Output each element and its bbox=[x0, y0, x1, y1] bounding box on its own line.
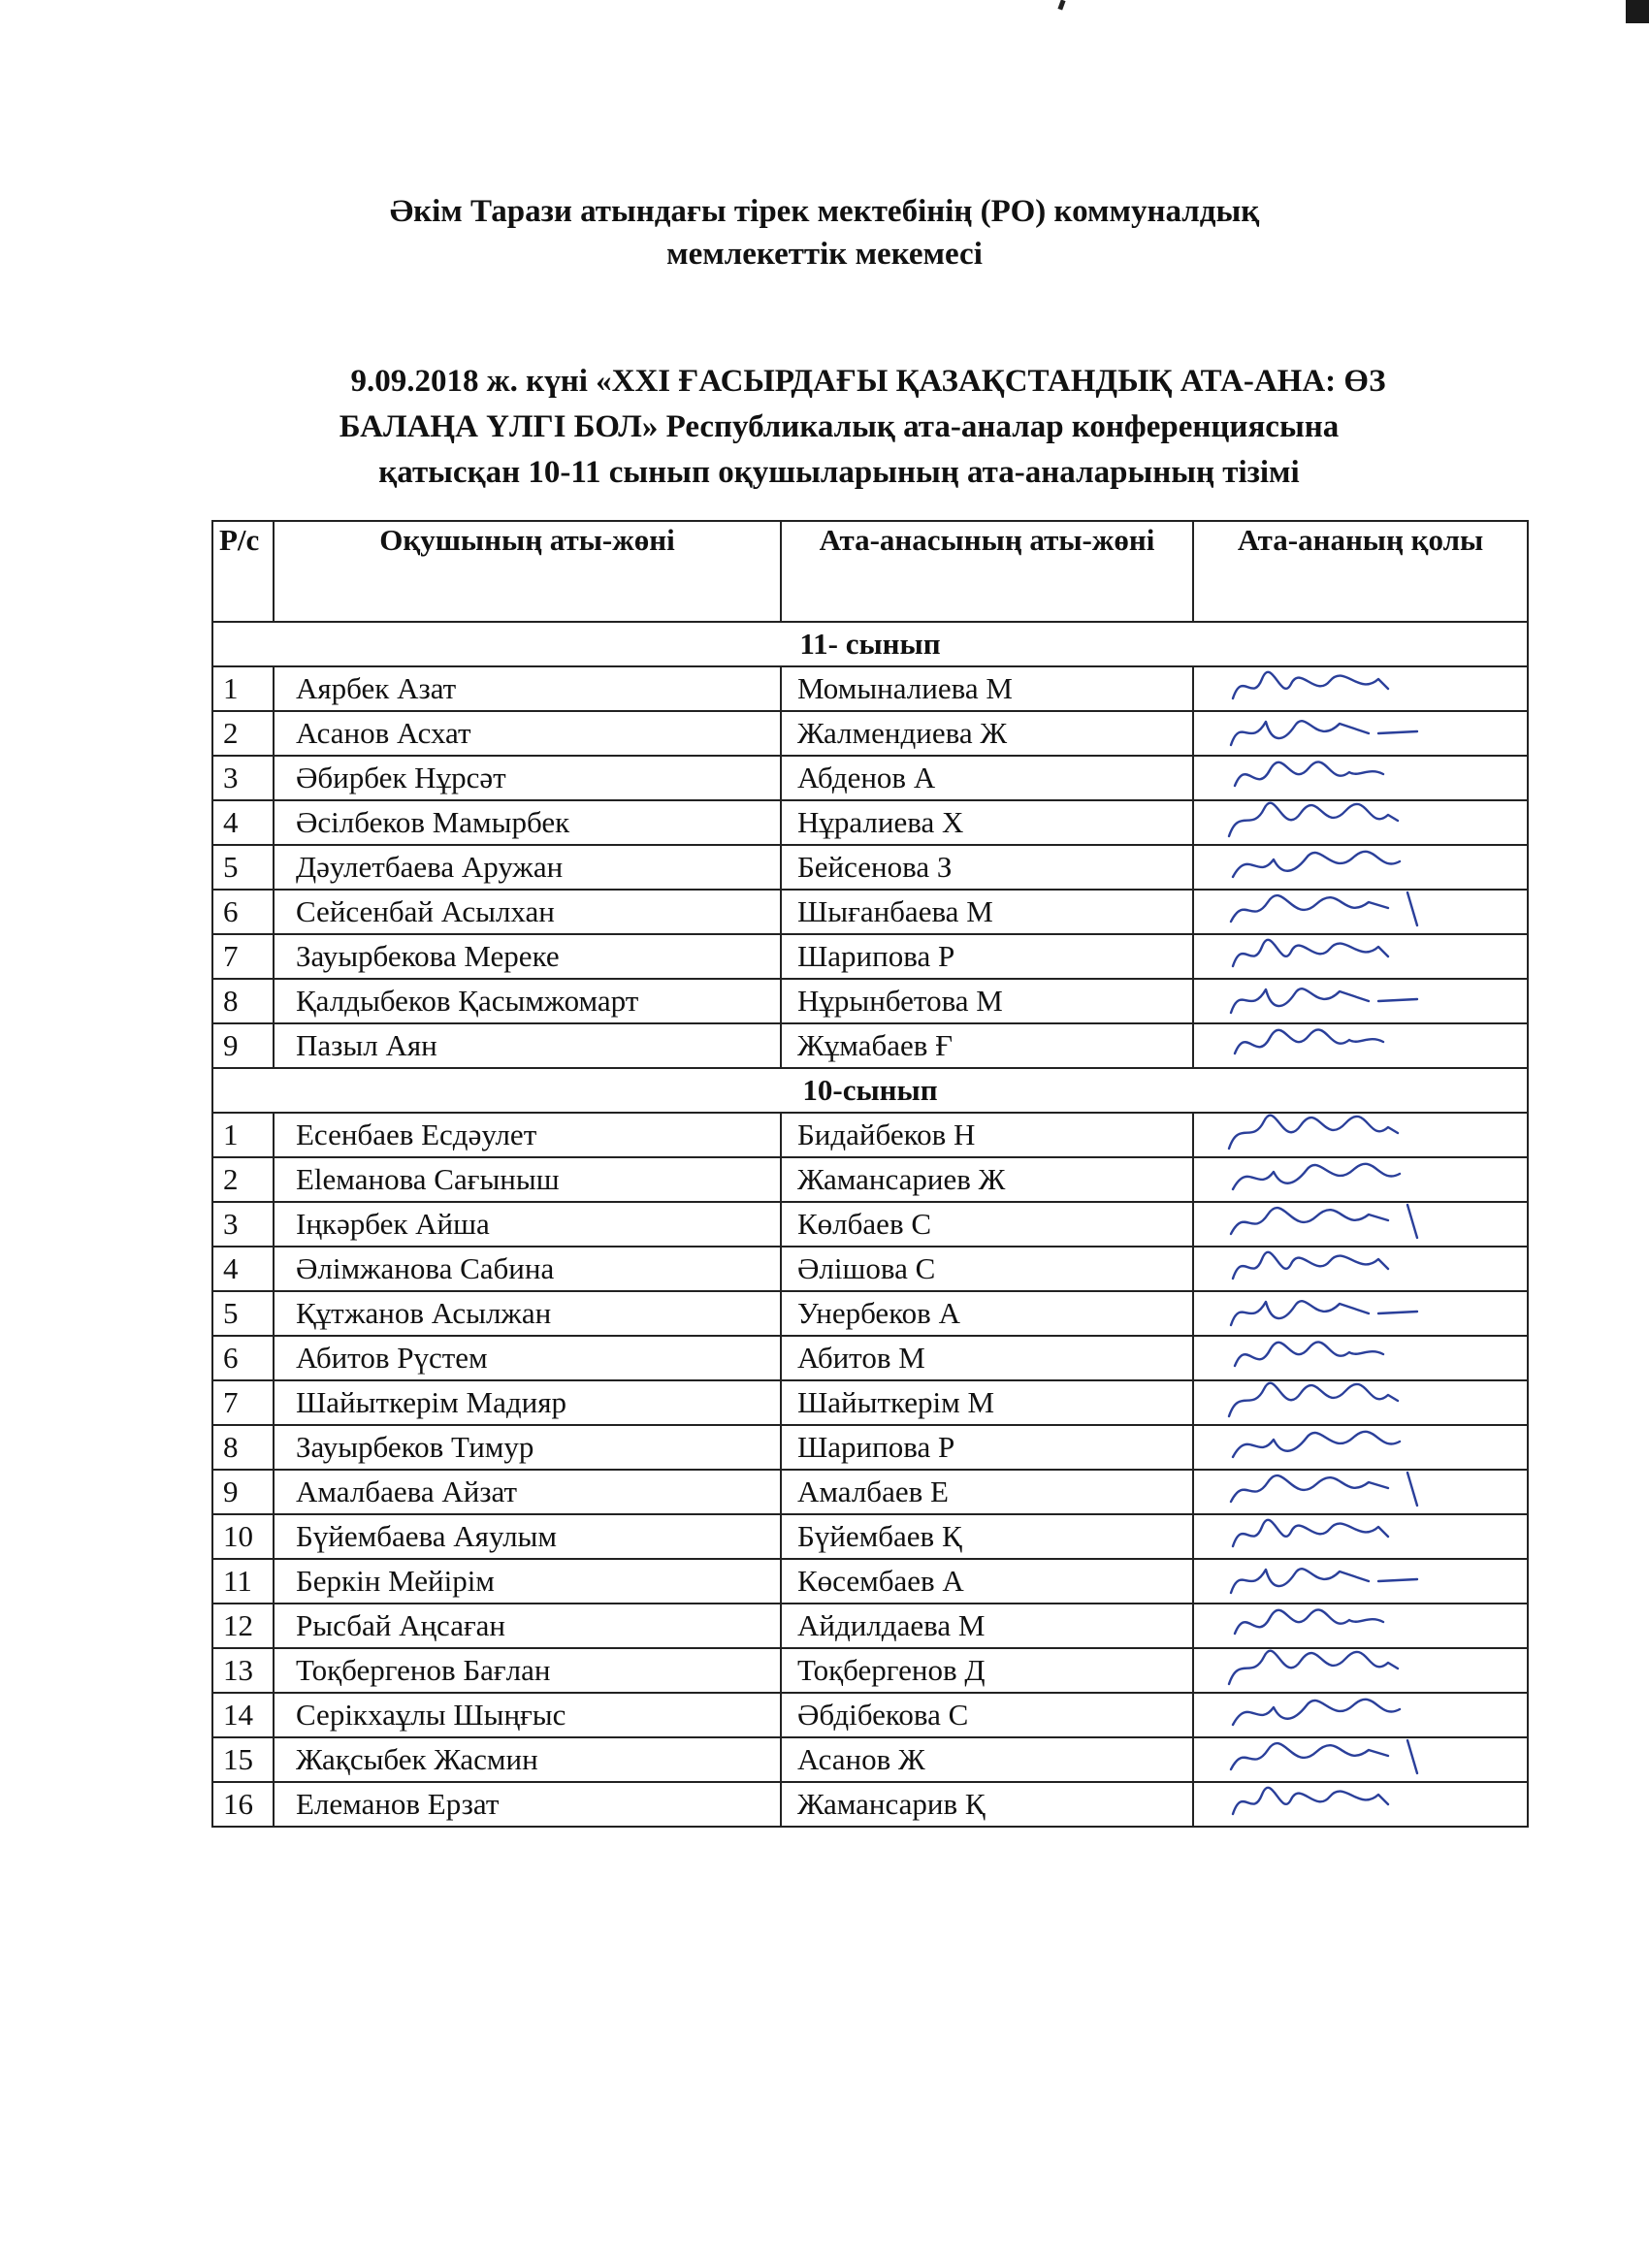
signature-cell bbox=[1193, 1113, 1528, 1157]
handwritten-signature bbox=[1204, 845, 1456, 890]
row-number: 4 bbox=[212, 1247, 274, 1291]
row-number: 8 bbox=[212, 1425, 274, 1470]
row-number: 9 bbox=[212, 1470, 274, 1514]
parent-name: Шарипова Р bbox=[781, 1425, 1193, 1470]
row-number: 5 bbox=[212, 1291, 274, 1336]
row-number: 8 bbox=[212, 979, 274, 1023]
row-number: 13 bbox=[212, 1648, 274, 1693]
row-number: 2 bbox=[212, 711, 274, 756]
signature-cell bbox=[1193, 1782, 1528, 1827]
signature-cell bbox=[1193, 1336, 1528, 1380]
row-number: 16 bbox=[212, 1782, 274, 1827]
table-row bbox=[212, 1693, 1528, 1737]
row-number: 4 bbox=[212, 800, 274, 845]
handwritten-signature bbox=[1204, 711, 1456, 756]
table-row bbox=[212, 1202, 1528, 1247]
student-name: Зауырбекова Мереке bbox=[274, 934, 781, 979]
parent-name: Абитов М bbox=[781, 1336, 1193, 1380]
handwritten-signature bbox=[1204, 1336, 1456, 1380]
table-header-row bbox=[212, 521, 1528, 622]
table-row bbox=[212, 934, 1528, 979]
handwritten-signature bbox=[1204, 666, 1456, 711]
table-row bbox=[212, 979, 1528, 1023]
parent-name: Абденов А bbox=[781, 756, 1193, 800]
signature-cell bbox=[1193, 1202, 1528, 1247]
row-number: 3 bbox=[212, 1202, 274, 1247]
handwritten-signature bbox=[1204, 1380, 1456, 1425]
table-row bbox=[212, 1380, 1528, 1425]
student-name: Әлімжанова Сабина bbox=[274, 1247, 781, 1291]
parent-name: Бүйембаев Қ bbox=[781, 1514, 1193, 1559]
parent-name: Нұрынбетова М bbox=[781, 979, 1193, 1023]
table-row bbox=[212, 800, 1528, 845]
signature-cell bbox=[1193, 979, 1528, 1023]
row-number: 10 bbox=[212, 1514, 274, 1559]
student-name: Асанов Асхат bbox=[274, 711, 781, 756]
signature-cell bbox=[1193, 845, 1528, 890]
parent-name: Айдилдаева М bbox=[781, 1604, 1193, 1648]
event-line-2: БАЛАҢА ҮЛГІ БОЛ» Республикалық ата-аналар конференциясына bbox=[339, 409, 1340, 444]
column-header-parent: Ата-анасының аты-жөні bbox=[781, 521, 1193, 622]
signature-cell bbox=[1193, 800, 1528, 845]
handwritten-signature bbox=[1204, 890, 1456, 934]
signature-cell bbox=[1193, 1425, 1528, 1470]
signature-cell bbox=[1193, 1470, 1528, 1514]
table-row bbox=[212, 756, 1528, 800]
row-number: 1 bbox=[212, 666, 274, 711]
table-row bbox=[212, 666, 1528, 711]
table-row bbox=[212, 1113, 1528, 1157]
row-number: 7 bbox=[212, 934, 274, 979]
table-row bbox=[212, 1470, 1528, 1514]
event-line-3: қатысқан 10-11 сынып оқушыларының ата-аналарының тізімі bbox=[378, 455, 1300, 490]
table-row bbox=[212, 1559, 1528, 1604]
row-number: 5 bbox=[212, 845, 274, 890]
section-title: 10-сынып bbox=[212, 1068, 1528, 1113]
student-name: Еleманова Сағыныш bbox=[274, 1157, 781, 1202]
section-row bbox=[212, 622, 1528, 666]
section-row bbox=[212, 1068, 1528, 1113]
parent-name: Амалбаев Е bbox=[781, 1470, 1193, 1514]
event-header bbox=[0, 359, 1649, 496]
event-line-1: 9.09.2018 ж. күні «ХХІ ҒАСЫРДАҒЫ ҚАЗАҚСТАНДЫҚ АТА-АНА: ӨЗ bbox=[350, 364, 1386, 399]
column-header-num: Р/с bbox=[212, 521, 274, 622]
table-row bbox=[212, 711, 1528, 756]
student-name: Әбирбек Нұрсәт bbox=[274, 756, 781, 800]
row-number: 14 bbox=[212, 1693, 274, 1737]
student-name: Абитов Рүстем bbox=[274, 1336, 781, 1380]
table-row bbox=[212, 1157, 1528, 1202]
signature-cell bbox=[1193, 1291, 1528, 1336]
student-name: Бүйембаева Аяулым bbox=[274, 1514, 781, 1559]
parent-name: Момыналиева М bbox=[781, 666, 1193, 711]
handwritten-signature bbox=[1204, 1113, 1456, 1157]
handwritten-signature bbox=[1204, 1291, 1456, 1336]
handwritten-signature bbox=[1204, 979, 1456, 1023]
parent-name: Шайыткерім М bbox=[781, 1380, 1193, 1425]
signature-cell bbox=[1193, 890, 1528, 934]
student-name: Жақсыбек Жасмин bbox=[274, 1737, 781, 1782]
signature-cell bbox=[1193, 1247, 1528, 1291]
parent-name: Жамансарив Қ bbox=[781, 1782, 1193, 1827]
student-name: Сейсенбай Асылхан bbox=[274, 890, 781, 934]
row-number: 15 bbox=[212, 1737, 274, 1782]
handwritten-signature bbox=[1204, 1559, 1456, 1604]
parent-name: Шығанбаева М bbox=[781, 890, 1193, 934]
parent-name: Әбдібекова С bbox=[781, 1693, 1193, 1737]
table-row bbox=[212, 1291, 1528, 1336]
row-number: 11 bbox=[212, 1559, 274, 1604]
table-row bbox=[212, 1247, 1528, 1291]
signature-cell bbox=[1193, 756, 1528, 800]
signature-cell bbox=[1193, 1023, 1528, 1068]
handwritten-signature bbox=[1204, 1604, 1456, 1648]
handwritten-signature bbox=[1204, 1157, 1456, 1202]
signature-cell bbox=[1193, 1693, 1528, 1737]
handwritten-signature bbox=[1204, 1425, 1456, 1470]
signature-cell bbox=[1193, 1604, 1528, 1648]
row-number: 12 bbox=[212, 1604, 274, 1648]
signature-cell bbox=[1193, 1648, 1528, 1693]
student-name: Зауырбеков Тимур bbox=[274, 1425, 781, 1470]
handwritten-signature bbox=[1204, 1202, 1456, 1247]
scan-speck bbox=[1057, 0, 1065, 11]
row-number: 9 bbox=[212, 1023, 274, 1068]
table-body bbox=[212, 622, 1528, 1827]
handwritten-signature bbox=[1204, 1247, 1456, 1291]
org-line-1: Әкім Тарази атындағы тірек мектебінің (РО) коммуналдық bbox=[389, 194, 1260, 229]
student-name: Беркін Мейірім bbox=[274, 1559, 781, 1604]
student-name: Әсілбеков Мамырбек bbox=[274, 800, 781, 845]
signature-cell bbox=[1193, 934, 1528, 979]
scan-edge-mark bbox=[1626, 0, 1649, 23]
table-row bbox=[212, 890, 1528, 934]
parent-name: Тоқбергенов Д bbox=[781, 1648, 1193, 1693]
row-number: 2 bbox=[212, 1157, 274, 1202]
section-title: 11- сынып bbox=[212, 622, 1528, 666]
student-name: Іңкәрбек Айша bbox=[274, 1202, 781, 1247]
table-row bbox=[212, 845, 1528, 890]
parent-name: Жалмендиева Ж bbox=[781, 711, 1193, 756]
parent-name: Әлішова С bbox=[781, 1247, 1193, 1291]
column-header-signature: Ата-ананың қолы bbox=[1193, 521, 1528, 622]
signature-cell bbox=[1193, 1514, 1528, 1559]
parent-name: Көлбаев С bbox=[781, 1202, 1193, 1247]
handwritten-signature bbox=[1204, 1648, 1456, 1693]
signature-cell bbox=[1193, 1737, 1528, 1782]
handwritten-signature bbox=[1204, 800, 1456, 845]
parent-name: Бейсенова З bbox=[781, 845, 1193, 890]
signature-cell bbox=[1193, 711, 1528, 756]
student-name: Қалдыбеков Қасымжомарт bbox=[274, 979, 781, 1023]
student-name: Дәулетбаева Аружан bbox=[274, 845, 781, 890]
row-number: 6 bbox=[212, 1336, 274, 1380]
attendance-table bbox=[211, 520, 1529, 1828]
signature-cell bbox=[1193, 1380, 1528, 1425]
org-line-2: мемлекеттік мекемесі bbox=[666, 237, 983, 272]
parent-name: Бидайбеков Н bbox=[781, 1113, 1193, 1157]
table-row bbox=[212, 1336, 1528, 1380]
handwritten-signature bbox=[1204, 756, 1456, 800]
student-name: Амалбаева Айзат bbox=[274, 1470, 781, 1514]
handwritten-signature bbox=[1204, 1693, 1456, 1737]
parent-name: Шарипова Р bbox=[781, 934, 1193, 979]
handwritten-signature bbox=[1204, 1782, 1456, 1827]
signature-cell bbox=[1193, 666, 1528, 711]
handwritten-signature bbox=[1204, 1737, 1456, 1782]
table-row bbox=[212, 1425, 1528, 1470]
student-name: Серікхаұлы Шыңғыс bbox=[274, 1693, 781, 1737]
organization-header bbox=[0, 190, 1649, 275]
student-name: Пазыл Аян bbox=[274, 1023, 781, 1068]
table-row bbox=[212, 1514, 1528, 1559]
column-header-student: Оқушының аты-жөні bbox=[274, 521, 781, 622]
handwritten-signature bbox=[1204, 934, 1456, 979]
table-row bbox=[212, 1648, 1528, 1693]
table-row bbox=[212, 1737, 1528, 1782]
parent-name: Унербеков А bbox=[781, 1291, 1193, 1336]
handwritten-signature bbox=[1204, 1023, 1456, 1068]
student-name: Есенбаев Есдәулет bbox=[274, 1113, 781, 1157]
row-number: 7 bbox=[212, 1380, 274, 1425]
parent-name: Жұмабаев Ғ bbox=[781, 1023, 1193, 1068]
student-name: Тоқбергенов Бағлан bbox=[274, 1648, 781, 1693]
row-number: 3 bbox=[212, 756, 274, 800]
table-row bbox=[212, 1604, 1528, 1648]
table-row bbox=[212, 1023, 1528, 1068]
signature-cell bbox=[1193, 1157, 1528, 1202]
row-number: 6 bbox=[212, 890, 274, 934]
table-row bbox=[212, 1782, 1528, 1827]
parent-name: Асанов Ж bbox=[781, 1737, 1193, 1782]
student-name: Аярбек Азат bbox=[274, 666, 781, 711]
student-name: Рысбай Аңсаған bbox=[274, 1604, 781, 1648]
student-name: Шайыткерім Мадияр bbox=[274, 1380, 781, 1425]
row-number: 1 bbox=[212, 1113, 274, 1157]
student-name: Елеманов Ерзат bbox=[274, 1782, 781, 1827]
parent-name: Жамансариев Ж bbox=[781, 1157, 1193, 1202]
handwritten-signature bbox=[1204, 1514, 1456, 1559]
parent-name: Нұралиева Х bbox=[781, 800, 1193, 845]
signature-cell bbox=[1193, 1559, 1528, 1604]
student-name: Құтжанов Асылжан bbox=[274, 1291, 781, 1336]
parent-name: Көсембаев А bbox=[781, 1559, 1193, 1604]
handwritten-signature bbox=[1204, 1470, 1456, 1514]
